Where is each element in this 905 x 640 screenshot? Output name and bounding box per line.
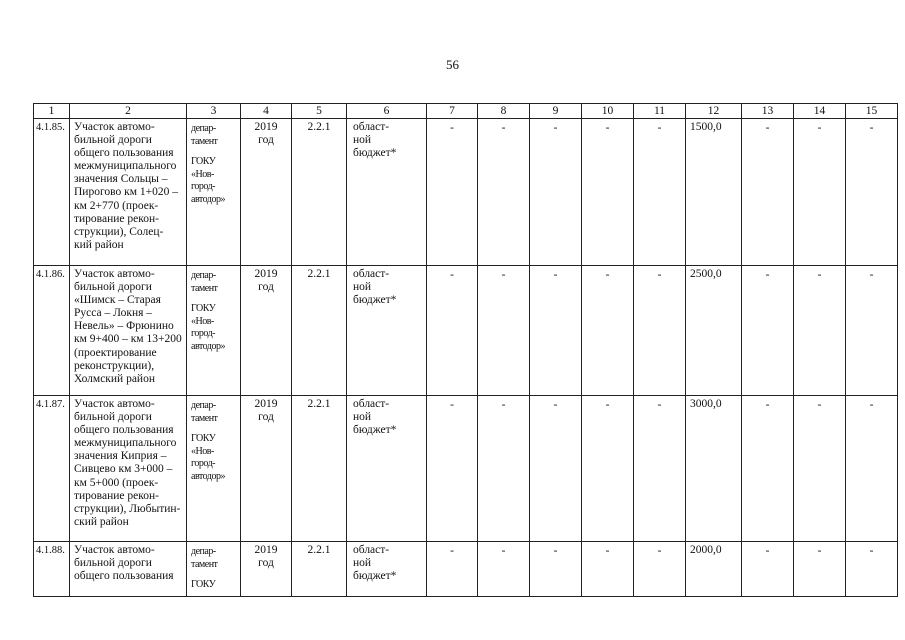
column-header: 12	[686, 104, 742, 119]
funding-source: област- ной бюджет*	[347, 396, 427, 542]
value-cell: -	[582, 119, 634, 266]
value-cell: -	[846, 396, 898, 542]
row-number: 4.1.86.	[34, 266, 70, 396]
road-description: Участок автомо- бильной дороги «Шимск – Старая Русса – Локня – Невель» – Фрюнино км 9+400 – км 13+200 (проектирование реконструкции), Холмский район	[70, 266, 187, 396]
value-cell: -	[794, 266, 846, 396]
value-cell: -	[634, 542, 686, 597]
column-header: 5	[292, 104, 347, 119]
value-cell: -	[478, 266, 530, 396]
executor: депар- тамент ГОКУ «Нов- город- автодор»	[187, 266, 241, 396]
funding-source: област- ной бюджет*	[347, 266, 427, 396]
executor: депар- тамент ГОКУ	[187, 542, 241, 597]
column-header: 3	[187, 104, 241, 119]
value-cell: -	[427, 266, 478, 396]
year: 2019 год	[241, 396, 292, 542]
amount-cell: 2000,0	[686, 542, 742, 597]
column-header: 7	[427, 104, 478, 119]
value-cell: -	[846, 119, 898, 266]
funding-source: област- ной бюджет*	[347, 542, 427, 597]
value-cell: -	[530, 542, 582, 597]
value-cell: -	[634, 266, 686, 396]
value-cell: -	[478, 119, 530, 266]
value-cell: -	[846, 542, 898, 597]
value-cell: -	[530, 396, 582, 542]
value-cell: -	[742, 396, 794, 542]
task-number: 2.2.1	[292, 266, 347, 396]
value-cell: -	[742, 542, 794, 597]
column-header: 11	[634, 104, 686, 119]
value-cell: -	[530, 266, 582, 396]
value-cell: -	[427, 396, 478, 542]
value-cell: -	[478, 542, 530, 597]
executor: депар- тамент ГОКУ «Нов- город- автодор»	[187, 396, 241, 542]
column-header: 6	[347, 104, 427, 119]
year: 2019 год	[241, 542, 292, 597]
value-cell: -	[634, 396, 686, 542]
table-row	[34, 266, 898, 396]
task-number: 2.2.1	[292, 119, 347, 266]
amount-cell: 3000,0	[686, 396, 742, 542]
value-cell: -	[582, 266, 634, 396]
page-number: 56	[446, 57, 459, 72]
value-cell: -	[846, 266, 898, 396]
task-number: 2.2.1	[292, 542, 347, 597]
column-header: 8	[478, 104, 530, 119]
value-cell: -	[794, 119, 846, 266]
amount-cell: 1500,0	[686, 119, 742, 266]
value-cell: -	[582, 542, 634, 597]
column-header: 15	[846, 104, 898, 119]
road-description: Участок автомо- бильной дороги общего пользования	[70, 542, 187, 597]
funding-source: област- ной бюджет*	[347, 119, 427, 266]
column-header: 9	[530, 104, 582, 119]
year: 2019 год	[241, 119, 292, 266]
value-cell: -	[742, 119, 794, 266]
column-header: 1	[34, 104, 70, 119]
value-cell: -	[634, 119, 686, 266]
column-header: 4	[241, 104, 292, 119]
table-header	[34, 104, 898, 119]
column-header: 2	[70, 104, 187, 119]
value-cell: -	[478, 396, 530, 542]
value-cell: -	[530, 119, 582, 266]
table-row	[34, 396, 898, 542]
row-number: 4.1.85.	[34, 119, 70, 266]
value-cell: -	[742, 266, 794, 396]
row-number: 4.1.87.	[34, 396, 70, 542]
column-header: 13	[742, 104, 794, 119]
value-cell: -	[794, 396, 846, 542]
table-row	[34, 119, 898, 266]
value-cell: -	[794, 542, 846, 597]
column-header: 14	[794, 104, 846, 119]
value-cell: -	[427, 119, 478, 266]
executor: депар- тамент ГОКУ «Нов- город- автодор»	[187, 119, 241, 266]
year: 2019 год	[241, 266, 292, 396]
table-row	[34, 542, 898, 597]
value-cell: -	[427, 542, 478, 597]
column-header: 10	[582, 104, 634, 119]
value-cell: -	[582, 396, 634, 542]
road-description: Участок автомо- бильной дороги общего пользования межмуниципального значения Сольцы – Пирогово км 1+020 – км 2+770 (проек- тирование рекон- струкции), Солец- кий район	[70, 119, 187, 266]
road-description: Участок автомо- бильной дороги общего пользования межмуниципального значения Киприя – Сивцево км 3+000 – км 5+000 (проек- тирование рекон- струкции), Любытин- ский район	[70, 396, 187, 542]
task-number: 2.2.1	[292, 396, 347, 542]
amount-cell: 2500,0	[686, 266, 742, 396]
program-table	[33, 103, 898, 597]
row-number: 4.1.88.	[34, 542, 70, 597]
